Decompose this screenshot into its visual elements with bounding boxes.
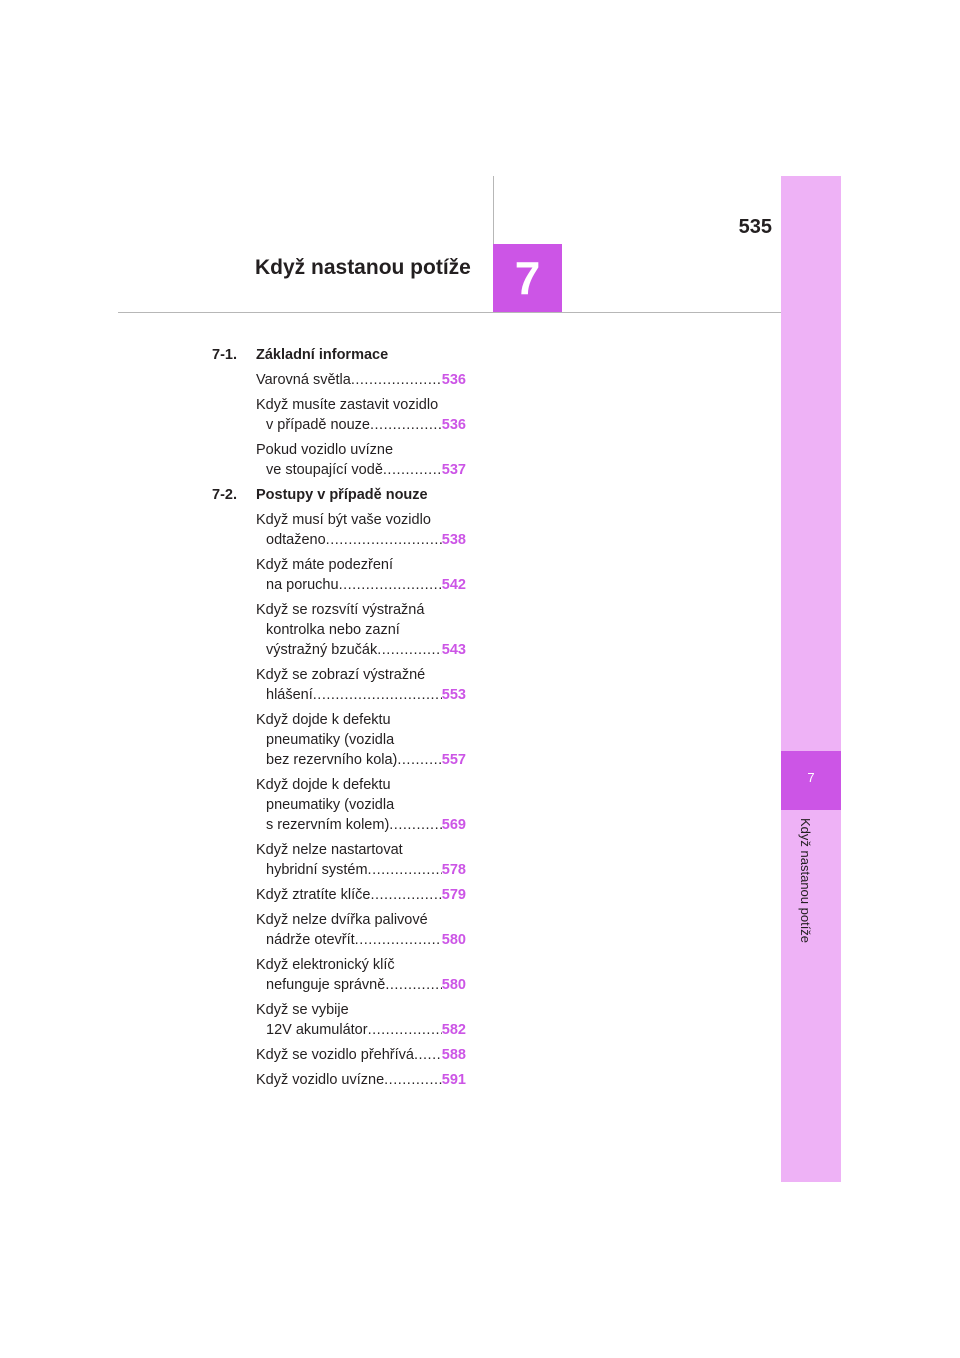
toc-leader-dots — [368, 860, 442, 880]
toc-section-number: 7-1. — [212, 347, 237, 363]
toc-entry-line — [256, 1000, 466, 1020]
toc-entry[interactable] — [256, 510, 466, 550]
toc-entry-line — [256, 530, 466, 550]
toc-leader-dots — [355, 930, 442, 950]
toc-entry-line — [256, 1020, 466, 1040]
toc-page-link[interactable]: 542 — [441, 577, 466, 593]
toc-entry-line — [256, 600, 466, 620]
toc-entry-text: pneumatiky (vozidla — [266, 797, 395, 813]
toc-entry[interactable] — [256, 910, 466, 950]
toc-page-link[interactable]: 543 — [441, 642, 466, 658]
toc-entry-line — [256, 750, 466, 770]
toc-leader-dots — [351, 370, 442, 390]
header-divider-vertical — [493, 176, 494, 244]
toc-entry[interactable] — [256, 885, 466, 905]
toc-entry-text: bez rezervního kola) — [266, 752, 398, 768]
toc-entry-line — [256, 795, 466, 815]
toc-leader-dots — [326, 530, 442, 550]
toc-entry-line — [256, 640, 466, 660]
toc-entry-line — [256, 1045, 466, 1065]
toc-entry[interactable] — [256, 1045, 466, 1065]
toc-entry[interactable] — [256, 555, 466, 595]
toc-leader-dots — [385, 975, 441, 995]
toc-entry-line — [256, 620, 466, 640]
toc-page-link[interactable]: 582 — [441, 1022, 466, 1038]
toc-entry-line — [256, 685, 466, 705]
toc-entry-text: Pokud vozidlo uvízne — [256, 442, 394, 458]
toc-section-heading — [212, 345, 472, 365]
toc-entry[interactable] — [256, 1070, 466, 1090]
toc-entry-text: kontrolka nebo zazní — [266, 622, 400, 638]
toc-entry-text: Když elektronický klíč — [256, 957, 395, 973]
header-divider-horizontal — [118, 312, 781, 313]
toc-page-link[interactable]: 580 — [441, 932, 466, 948]
toc-page-link[interactable]: 579 — [441, 887, 466, 903]
toc-entry[interactable] — [256, 665, 466, 705]
toc-entry-line — [256, 775, 466, 795]
toc-entry[interactable] — [256, 840, 466, 880]
toc-entry-text: v případě nouze — [266, 417, 370, 433]
toc-entry-text: Když dojde k defektu — [256, 712, 391, 728]
toc-leader-dots — [313, 685, 442, 705]
toc-entry-text: Když ztratíte klíče — [256, 887, 371, 903]
toc-entry-line — [256, 575, 466, 595]
toc-entry-text: 12V akumulátor — [266, 1022, 368, 1038]
toc-entry-text: výstražný bzučák — [266, 642, 378, 658]
toc-entry-text: odtaženo — [266, 532, 326, 548]
toc-entry-text: hlášení — [266, 687, 313, 703]
toc-leader-dots — [397, 750, 441, 770]
toc-leader-dots — [389, 815, 442, 835]
toc-page-link[interactable]: 536 — [441, 417, 466, 433]
toc-section-title: Základní informace — [256, 347, 389, 363]
toc-entry-line — [256, 840, 466, 860]
toc-entry-line — [256, 665, 466, 685]
toc-entry-text: Když vozidlo uvízne — [256, 1072, 385, 1088]
page-number: 535 — [738, 216, 772, 238]
toc-entry-text: pneumatiky (vozidla — [266, 732, 395, 748]
table-of-contents — [212, 345, 472, 1095]
toc-section-title: Postupy v případě nouze — [256, 487, 428, 503]
toc-entry-line — [256, 730, 466, 750]
toc-page-link[interactable]: 588 — [441, 1047, 466, 1063]
toc-entry-text: ve stoupající vodě — [266, 462, 383, 478]
toc-entry-text: Varovná světla — [256, 372, 351, 388]
toc-entry[interactable] — [256, 440, 466, 480]
toc-entry[interactable] — [256, 370, 466, 390]
toc-entry-line — [256, 930, 466, 950]
toc-page-link[interactable]: 580 — [441, 977, 466, 993]
toc-entry-text: Když se vozidlo přehřívá — [256, 1047, 414, 1063]
toc-page-link[interactable]: 553 — [441, 687, 466, 703]
toc-entry-text: na poruchu — [266, 577, 339, 593]
toc-entry-line — [256, 885, 466, 905]
toc-entry-line — [256, 860, 466, 880]
toc-entry-line — [256, 370, 466, 390]
toc-page-link[interactable]: 578 — [441, 862, 466, 878]
toc-entry-line — [256, 460, 466, 480]
toc-entry[interactable] — [256, 710, 466, 770]
toc-entry[interactable] — [256, 600, 466, 660]
toc-entry-line — [256, 910, 466, 930]
toc-leader-dots — [368, 1020, 442, 1040]
toc-entry-line — [256, 510, 466, 530]
toc-entry-line — [256, 555, 466, 575]
toc-page-link[interactable]: 538 — [441, 532, 466, 548]
toc-page-link[interactable]: 537 — [441, 462, 466, 478]
toc-entry-text: nefunguje správně — [266, 977, 386, 993]
toc-entry-text: Když dojde k defektu — [256, 777, 391, 793]
toc-entry-text: nádrže otevřít — [266, 932, 355, 948]
toc-entry-text: Když nelze dvířka palivové — [256, 912, 428, 928]
side-tab-strip — [781, 176, 841, 1182]
toc-entry-line — [256, 440, 466, 460]
toc-entry-text: Když se rozsvítí výstražná — [256, 602, 425, 618]
toc-leader-dots — [370, 885, 441, 905]
toc-leader-dots — [339, 575, 442, 595]
side-tab-number: 7 — [807, 770, 815, 785]
toc-leader-dots — [414, 1045, 442, 1065]
chapter-number: 7 — [514, 252, 541, 304]
toc-entry-text: Když se zobrazí výstražné — [256, 667, 426, 683]
toc-entry[interactable] — [256, 395, 466, 435]
side-tab-label: Když nastanou potíže — [798, 818, 813, 944]
toc-entry-text: Když musíte zastavit vozidlo — [256, 397, 439, 413]
toc-leader-dots — [377, 640, 442, 660]
toc-entry-text: Když musí být vaše vozidlo — [256, 512, 431, 528]
toc-leader-dots — [383, 460, 442, 480]
toc-page-link[interactable]: 557 — [441, 752, 466, 768]
toc-entry-text: Když máte podezření — [256, 557, 394, 573]
toc-entry-line — [256, 710, 466, 730]
toc-entry-line — [256, 395, 466, 415]
toc-leader-dots — [384, 1070, 442, 1090]
toc-section-number: 7-2. — [212, 487, 237, 503]
toc-entry[interactable] — [256, 1000, 466, 1040]
toc-section-heading — [212, 485, 472, 505]
toc-entry-text: hybridní systém — [266, 862, 368, 878]
toc-entry-line — [256, 1070, 466, 1090]
toc-entry-line — [256, 955, 466, 975]
toc-page-link[interactable]: 591 — [441, 1072, 466, 1088]
toc-entry-text: s rezervním kolem) — [266, 817, 390, 833]
toc-entry-line — [256, 815, 466, 835]
chapter-title: Když nastanou potíže — [255, 256, 471, 279]
toc-entry-line — [256, 415, 466, 435]
toc-page-link[interactable]: 536 — [441, 372, 466, 388]
toc-entry-text: Když nelze nastartovat — [256, 842, 403, 858]
toc-page-link[interactable]: 569 — [441, 817, 466, 833]
toc-leader-dots — [370, 415, 442, 435]
toc-entry[interactable] — [256, 955, 466, 995]
toc-entry[interactable] — [256, 775, 466, 835]
toc-entry-text: Když se vybije — [256, 1002, 349, 1018]
toc-entry-line — [256, 975, 466, 995]
